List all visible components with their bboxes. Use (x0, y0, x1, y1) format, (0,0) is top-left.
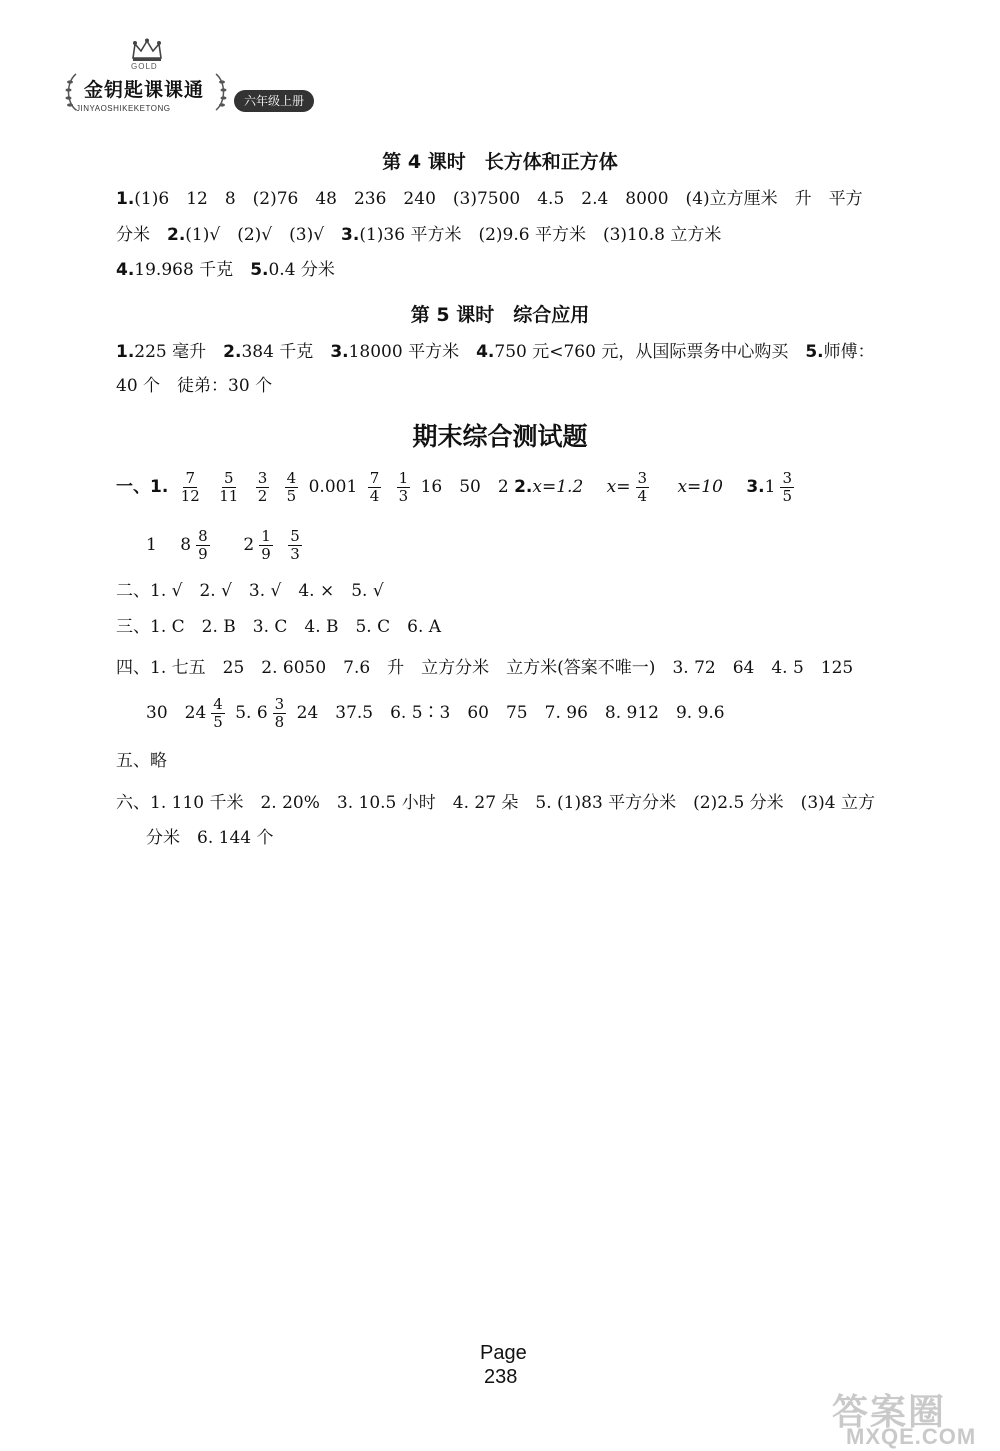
q-number: 2. (223, 342, 242, 362)
answer-text: 1 (146, 535, 157, 555)
q-number: 3. (746, 477, 765, 497)
page-label: Page (480, 1342, 527, 1364)
q-number: 3. (341, 225, 360, 245)
final-part2: 二、1. √ 2. √ 3. √ 4. × 5. √ (116, 581, 384, 601)
answer-text: 1 (764, 477, 776, 497)
answer-text: 分米 (116, 225, 167, 245)
q-number: 一、1. (116, 477, 169, 497)
final-part3: 三、1. C 2. B 3. C 4. B 5. C 6. A (116, 617, 442, 637)
answer-text: 16 50 2 (420, 477, 509, 497)
section4-title: 第 4 课时 长方体和正方体 (382, 151, 618, 173)
answer-text: 0.001 (308, 477, 358, 497)
answer-text: (1)6 12 8 (2)76 48 236 240 (3)7500 4.5 2.4 8000 (4)立方厘米 升 平方 (134, 189, 863, 209)
logo-brand-name: 金钥匙课课通 (84, 79, 205, 101)
section5-title: 第 5 课时 综合应用 (410, 304, 590, 326)
answer-text: 750 元<760 元，从国际票务中心购买 (494, 342, 806, 362)
answer-text: (1)36 平方米 (2)9.6 平方米 (3)10.8 立方米 (359, 225, 722, 245)
fraction: $\frac{7}{12}$ (180, 469, 200, 505)
section5-line1 (116, 339, 875, 365)
laurel-right-icon (214, 72, 228, 112)
answer-text: x=10 (677, 477, 723, 497)
fraction: $\frac{4}{5}$ (213, 695, 223, 731)
brand-logo (58, 38, 338, 128)
final-part5: 五、略 (116, 751, 167, 771)
final-part1-line1 (116, 470, 799, 505)
final-part6-line1: 六、1. 110 千米 2. 20% 3. 10.5 小时 4. 27 朵 5. (1)83 平方分米 (2)2.5 分米 (3)4 立方 (116, 793, 875, 813)
logo-gold-text: GOLD (131, 62, 158, 71)
section4-line2 (116, 222, 721, 248)
crown-icon (130, 38, 164, 62)
final-part1-line2 (146, 528, 307, 563)
answer-text: 5. 6 (235, 703, 268, 723)
section4-line3 (116, 257, 335, 283)
answer-text: 40 个 徒弟：30 个 (116, 376, 273, 396)
final-exam-title: 期末综合测试题 (412, 422, 588, 451)
section4-line1 (116, 186, 863, 212)
fraction: $\frac{3}{4}$ (637, 469, 648, 505)
q-number: 3. (330, 342, 349, 362)
fraction: $\frac{7}{4}$ (369, 469, 380, 505)
answer-text: 225 毫升 (134, 342, 224, 362)
section5-line2 (116, 373, 272, 399)
q-number: 5. (250, 260, 269, 280)
answer-text: 30 24 (146, 703, 207, 723)
fraction: $\frac{3}{2}$ (257, 469, 268, 505)
q-number: 2. (514, 477, 533, 497)
fraction: $\frac{5}{3}$ (290, 527, 300, 563)
fraction: $\frac{4}{5}$ (286, 469, 297, 505)
answer-text: x=1.2 (532, 477, 584, 497)
watermark-logo: 答案圈 (832, 1392, 947, 1433)
answer-text: 师傅： (823, 342, 875, 362)
q-number: 4. (116, 260, 135, 280)
fraction: $\frac{3}{5}$ (782, 469, 793, 505)
answer-text: 24 37.5 6. 5∶3 60 75 7. 96 8. 912 9. 9.6 (296, 703, 725, 723)
final-part6-line2: 分米 6. 144 个 (146, 828, 274, 848)
q-number: 2. (167, 225, 186, 245)
q-number: 1. (116, 342, 135, 362)
fraction: $\frac{3}{8}$ (274, 695, 285, 731)
fraction: $\frac{5}{11}$ (219, 469, 239, 505)
fraction: $\frac{1}{9}$ (261, 527, 271, 563)
answer-text: (1)√ (2)√ (3)√ (185, 225, 342, 245)
answer-text: x= (606, 477, 631, 497)
fraction: $\frac{1}{3}$ (398, 469, 409, 505)
q-number: 4. (476, 342, 495, 362)
fraction: $\frac{8}{9}$ (198, 527, 208, 563)
q-number: 1. (116, 189, 135, 209)
answer-text: 19.968 千克 (134, 260, 251, 280)
page-number: 238 (484, 1366, 518, 1388)
final-part4-line2 (146, 696, 725, 731)
answer-text: 0.4 分米 (268, 260, 335, 280)
final-part4-line1: 四、1. 七五 25 2. 6050 7.6 升 立方分米 立方米(答案不唯一) 3. 72 64 4. 5 125 (116, 658, 854, 678)
watermark-url: MXQE.COM (846, 1424, 977, 1449)
logo-pinyin: JINYAOSHIKEKETONG (76, 104, 171, 113)
q-number: 5. (805, 342, 824, 362)
grade-badge: 六年级上册 (234, 90, 314, 112)
answer-text: 384 千克 (241, 342, 331, 362)
answer-text: 2 (243, 535, 255, 555)
answer-text: 8 (180, 535, 192, 555)
answer-text: 18000 平方米 (348, 342, 477, 362)
